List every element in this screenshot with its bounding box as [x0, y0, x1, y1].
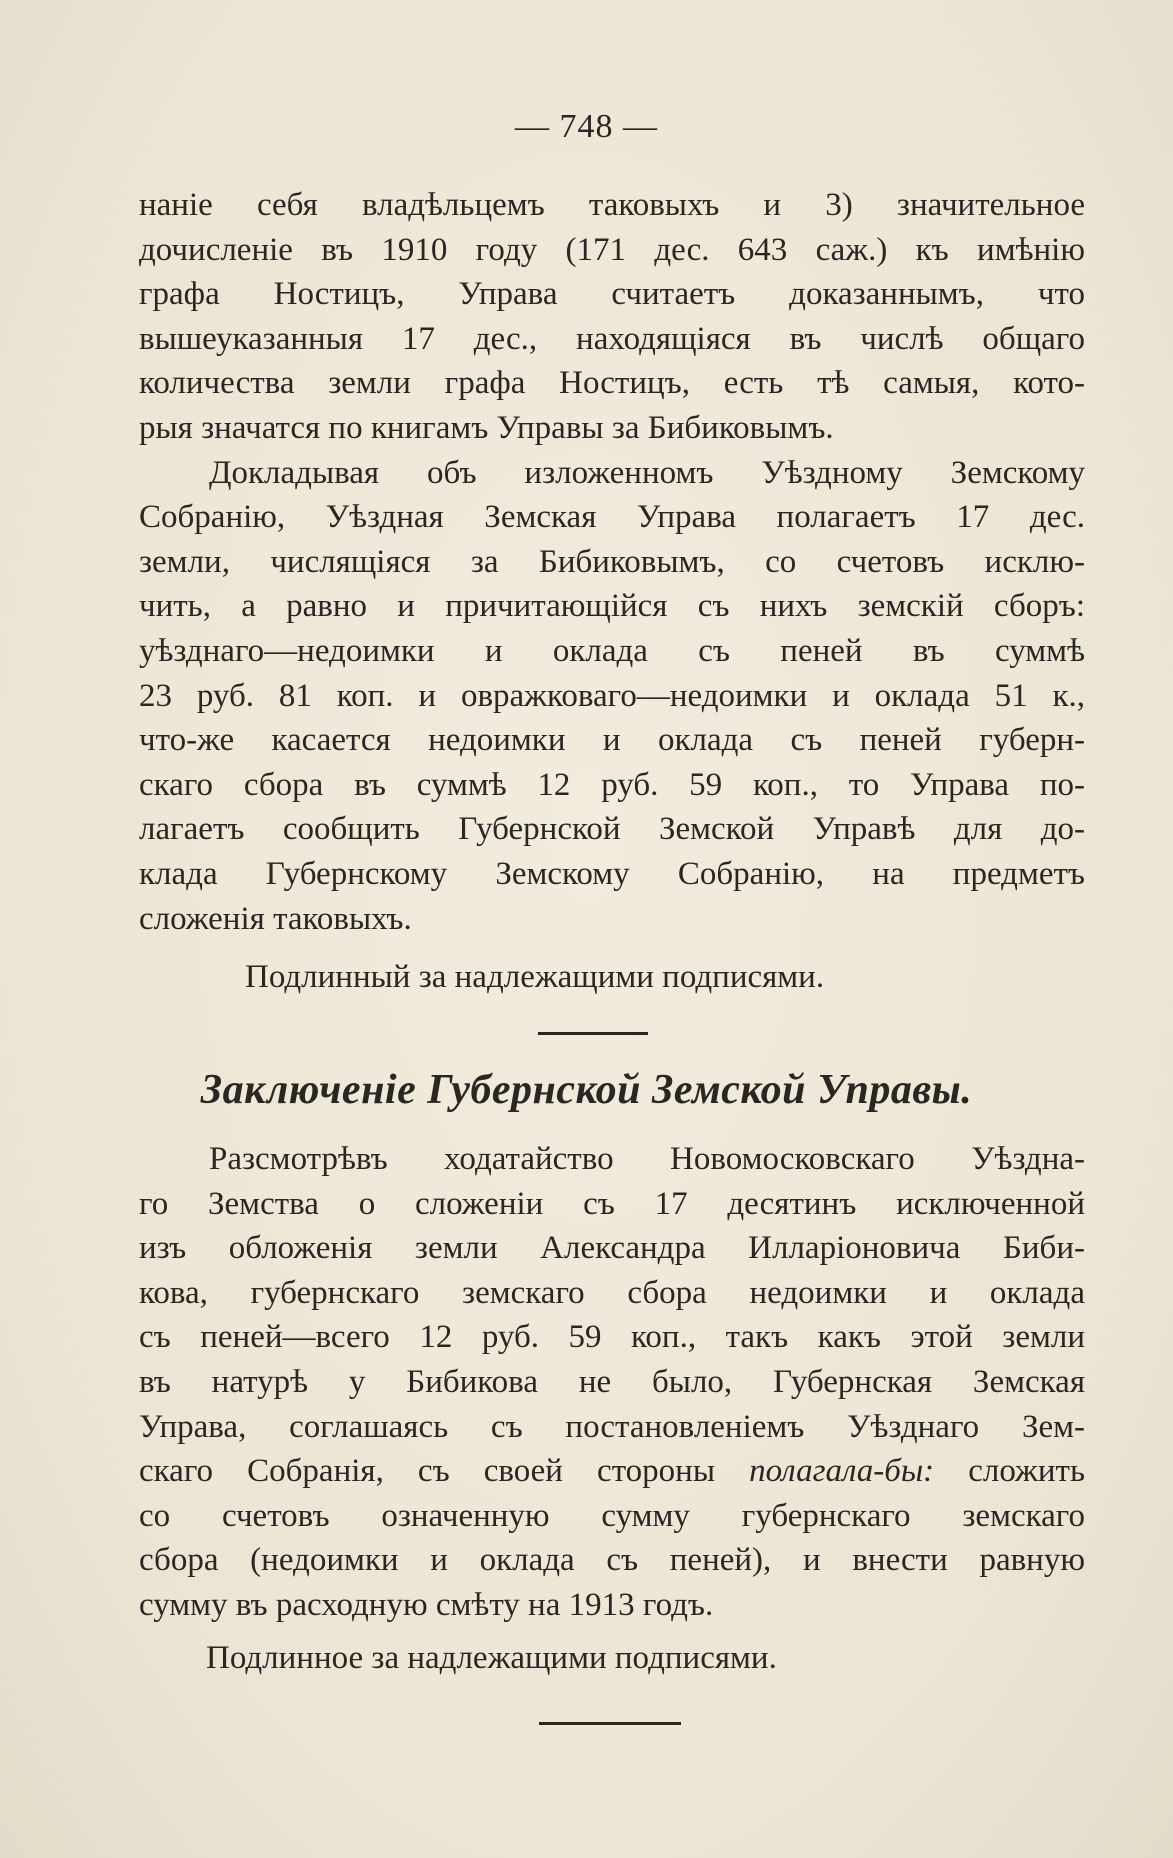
text-line: клада Губернскому Земскому Собранію, на предметъ	[139, 855, 1085, 892]
text-line: сумму въ расходную смѣту на 1913 годъ.	[139, 1586, 714, 1623]
text-line: го Земства о сложеніи съ 17 десятинъ исключенной	[139, 1185, 1085, 1222]
text-line: графа Ностицъ, Управа считаетъ доказаннымъ, что	[139, 276, 1085, 313]
page-number: — 748 —	[515, 108, 658, 145]
text-line: въ натурѣ у Бибикова не было, Губернская Земская	[139, 1363, 1085, 1400]
signature-note: Подлинный за надлежащими подписями.	[245, 959, 825, 995]
text-line: Собранію, Уѣздная Земская Управа полагаетъ 17 дес.	[139, 499, 1085, 536]
text-line: что-же касается недоимки и оклада съ пеней губерн-	[139, 722, 1085, 759]
text-line: сбора (недоимки и оклада съ пеней), и внести равную	[139, 1542, 1085, 1579]
text-line: количества земли графа Ностицъ, есть тѣ самыя, кото-	[139, 365, 1085, 402]
text-line: чить, а равно и причитающійся съ нихъ земскій сборъ:	[139, 588, 1085, 625]
text-line: 23 руб. 81 коп. и овражковаго—недоимки и оклада 51 к.,	[139, 677, 1085, 714]
text-line: рыя значатся по книгамъ Управы за Бибиковымъ.	[139, 409, 834, 446]
text-line: лагаетъ сообщить Губернской Земской Управѣ для до-	[139, 811, 1085, 848]
text-line-with-emphasis	[139, 1449, 1085, 1494]
text-line: уѣзднаго—недоимки и оклада съ пеней въ суммѣ	[139, 632, 1085, 669]
text-line: Докладывая объ изложенномъ Уѣздному Земскому	[209, 454, 1085, 491]
emphasized-text: полагала-бы:	[749, 1453, 935, 1490]
text-line: Управа, соглашаясь съ постановленіемъ Уѣзднаго Зем-	[139, 1408, 1085, 1445]
text-line: вышеуказанныя 17 дес., находящіяся въ числѣ общаго	[139, 320, 1085, 357]
text-line: кова, губернскаго земскаго сбора недоимки и оклада	[139, 1274, 1085, 1311]
text-line: земли, числящіяся за Бибиковымъ, со счетовъ исклю-	[139, 543, 1085, 580]
paragraph-block-2	[139, 1137, 1085, 1628]
text-line: со счетовъ означенную сумму губернскаго земскаго	[139, 1497, 1085, 1534]
text-line: съ пеней—всего 12 руб. 59 коп., такъ какъ этой земли	[139, 1319, 1085, 1356]
divider-rule	[538, 1032, 648, 1035]
text-line: сложенія таковыхъ.	[139, 900, 412, 937]
text-line: наніе себя владѣльцемъ таковыхъ и 3) значительное	[139, 187, 1085, 223]
paragraph-block-1	[139, 183, 1085, 941]
text-line: скаго сбора въ суммѣ 12 руб. 59 коп., то Управа по-	[139, 766, 1085, 803]
text-segment: скаго Собранія, съ своей стороны	[139, 1453, 716, 1490]
section-heading: Заключеніе Губернской Земской Управы.	[200, 1067, 973, 1113]
divider-rule	[539, 1722, 681, 1725]
signature-note: Подлинное за надлежащими подписями.	[206, 1640, 777, 1676]
text-segment: сложить	[968, 1453, 1085, 1490]
text-line: изъ обложенія земли Александра Илларіоновича Биби-	[139, 1230, 1085, 1267]
text-line: дочисленіе въ 1910 году (171 дес. 643 саж.) къ имѣнію	[139, 231, 1085, 268]
text-line: Разсмотрѣвъ ходатайство Новомосковскаго Уѣздна-	[209, 1141, 1085, 1177]
